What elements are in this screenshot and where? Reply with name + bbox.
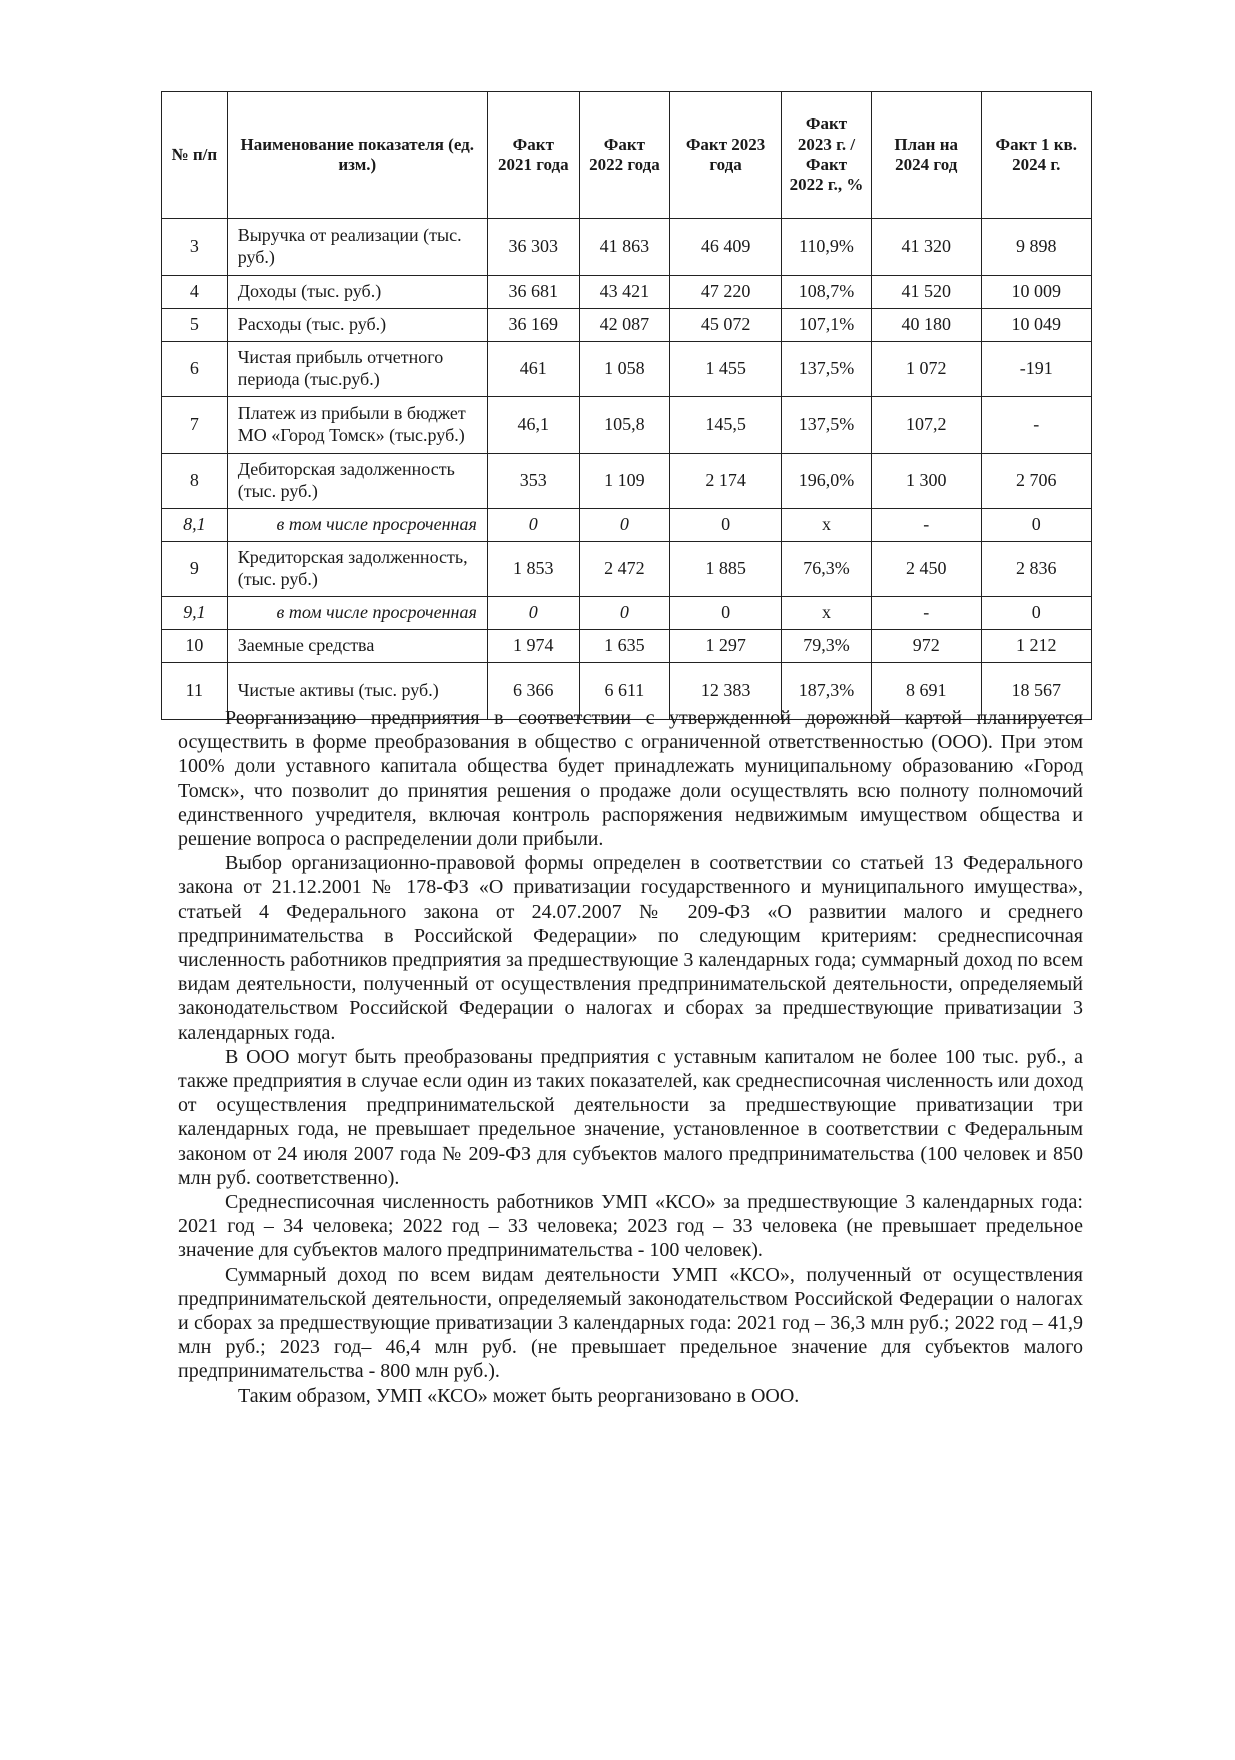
cell-ratio: 137,5%	[782, 342, 872, 397]
cell-f2022: 1 058	[579, 342, 669, 397]
cell-f2021: 1 974	[487, 630, 579, 663]
cell-ratio: 187,3%	[782, 663, 872, 720]
cell-q1: 0	[981, 597, 1091, 630]
cell-num: 3	[162, 219, 228, 276]
cell-f2021: 461	[487, 342, 579, 397]
cell-ratio: 137,5%	[782, 397, 872, 454]
cell-f2023: 12 383	[670, 663, 782, 720]
cell-plan: 41 520	[871, 276, 981, 309]
cell-name: Дебиторская задолженность (тыс. руб.)	[227, 454, 487, 509]
cell-ratio: x	[782, 597, 872, 630]
paragraph-headcount: Среднесписочная численность работников УМП «КСО» за предшествующие 3 календарных года: 2021 год – 34 человека; 2022 год – 33 человека; 2023 год – 33 человека (не превышает предельное значение для субъектов малого предпринимательства - 100 человек).	[178, 1191, 1083, 1262]
cell-f2023: 0	[670, 597, 782, 630]
cell-f2023: 1 885	[670, 542, 782, 597]
cell-name: Чистая прибыль отчетного периода (тыс.руб.)	[227, 342, 487, 397]
header-name: Наименование показателя (ед. изм.)	[227, 92, 487, 219]
table-row	[162, 309, 1092, 342]
body-text	[178, 706, 1083, 1408]
header-fact-2022: Факт 2022 года	[579, 92, 669, 219]
cell-num: 9,1	[162, 597, 228, 630]
cell-num: 10	[162, 630, 228, 663]
cell-name: в том числе просроченная	[227, 597, 487, 630]
cell-f2022: 6 611	[579, 663, 669, 720]
table-row	[162, 342, 1092, 397]
table-row-subitem	[162, 509, 1092, 542]
cell-q1: -	[981, 397, 1091, 454]
table-header-row	[162, 92, 1092, 219]
cell-num: 7	[162, 397, 228, 454]
cell-plan: 1 300	[871, 454, 981, 509]
cell-num: 11	[162, 663, 228, 720]
header-ratio: Факт 2023 г. / Факт 2022 г., %	[782, 92, 872, 219]
paragraph-criteria: В ООО могут быть преобразованы предприятия с уставным капиталом не более 100 тыс. руб., а также предприятия в случае если один из таких показателей, как среднесписочная численность или доход от осуществления предпринимательской деятельности за предшествующие приватизации три календарных года, не превышает предельное значение, установленное в соответствии с Федеральным законом от 24 июля 2007 года № 209-ФЗ для субъектов малого предпринимательства (100 человек и 850 млн руб. соответственно).	[178, 1045, 1083, 1189]
cell-num: 6	[162, 342, 228, 397]
cell-plan: 972	[871, 630, 981, 663]
cell-q1: 9 898	[981, 219, 1091, 276]
cell-name: Доходы (тыс. руб.)	[227, 276, 487, 309]
cell-ratio: 108,7%	[782, 276, 872, 309]
cell-name: Чистые активы (тыс. руб.)	[227, 663, 487, 720]
cell-f2021: 1 853	[487, 542, 579, 597]
cell-f2023: 145,5	[670, 397, 782, 454]
cell-f2021: 0	[487, 509, 579, 542]
cell-q1: -191	[981, 342, 1091, 397]
cell-ratio: 79,3%	[782, 630, 872, 663]
cell-name: Выручка от реализации (тыс. руб.)	[227, 219, 487, 276]
cell-plan: 40 180	[871, 309, 981, 342]
cell-f2021: 6 366	[487, 663, 579, 720]
cell-q1: 18 567	[981, 663, 1091, 720]
table-row	[162, 397, 1092, 454]
cell-f2022: 43 421	[579, 276, 669, 309]
paragraph-legal-form: Выбор организационно-правовой формы определен в соответствии со статьей 13 Федерального закона от 21.12.2001 № 178-ФЗ «О приватизации государственного и муниципального имущества», статьей 4 Федерального закона от 24.07.2007 № 209-ФЗ «О развитии малого и среднего предпринимательства в Российской Федерации» по следующим критериям: среднесписочная численность работников предприятия за предшествующие 3 календарных года; суммарный доход по всем видам деятельности, полученный от осуществления предпринимательской деятельности, определяемый законодательством Российской Федерации о налогах и сборах за предшествующие приватизации 3 календарных года.	[178, 852, 1083, 1044]
table-row	[162, 276, 1092, 309]
cell-f2023: 45 072	[670, 309, 782, 342]
cell-ratio: 107,1%	[782, 309, 872, 342]
cell-num: 5	[162, 309, 228, 342]
cell-num: 8	[162, 454, 228, 509]
cell-f2022: 42 087	[579, 309, 669, 342]
cell-f2022: 105,8	[579, 397, 669, 454]
cell-ratio: x	[782, 509, 872, 542]
paragraph-conclusion: Таким образом, УМП «КСО» может быть реорганизовано в ООО.	[238, 1384, 800, 1407]
cell-name: Заемные средства	[227, 630, 487, 663]
cell-q1: 2 706	[981, 454, 1091, 509]
cell-name: в том числе просроченная	[227, 509, 487, 542]
table-row	[162, 219, 1092, 276]
cell-plan: -	[871, 509, 981, 542]
paragraph-reorganization: Реорганизацию предприятия в соответствии с утвержденной дорожной картой планируется осуществить в форме преобразования в общество с ограниченной ответственностью (ООО). При этом 100% доли уставного капитала общества будет принадлежать муниципальному образованию «Город Томск», что позволит до принятия решения о продаже доли осуществлять всю полноту полномочий единственного учредителя, включая контроль распоряжения недвижимым имуществом общества и решение вопроса о распределении доли прибыли.	[178, 707, 1083, 851]
cell-f2021: 353	[487, 454, 579, 509]
cell-plan: 41 320	[871, 219, 981, 276]
cell-ratio: 110,9%	[782, 219, 872, 276]
cell-f2023: 1 455	[670, 342, 782, 397]
cell-f2022: 1 635	[579, 630, 669, 663]
cell-f2021: 36 303	[487, 219, 579, 276]
cell-f2022: 2 472	[579, 542, 669, 597]
cell-f2023: 1 297	[670, 630, 782, 663]
table-row-subitem	[162, 597, 1092, 630]
cell-plan: 107,2	[871, 397, 981, 454]
table-row	[162, 630, 1092, 663]
cell-plan: 8 691	[871, 663, 981, 720]
financial-indicators-table	[161, 91, 1092, 720]
cell-q1: 2 836	[981, 542, 1091, 597]
cell-q1: 0	[981, 509, 1091, 542]
cell-num: 9	[162, 542, 228, 597]
cell-plan: -	[871, 597, 981, 630]
header-num: № п/п	[162, 92, 228, 219]
cell-name: Платеж из прибыли в бюджет МО «Город Томск» (тыс.руб.)	[227, 397, 487, 454]
cell-f2021: 46,1	[487, 397, 579, 454]
cell-f2022: 0	[579, 597, 669, 630]
cell-name: Расходы (тыс. руб.)	[227, 309, 487, 342]
header-fact-2023: Факт 2023 года	[670, 92, 782, 219]
paragraph-income: Суммарный доход по всем видам деятельности УМП «КСО», полученный от осуществления предпринимательской деятельности, определяемый законодательством Российской Федерации о налогах и сборах за предшествующие приватизации 3 календарных года: 2021 год – 36,3 млн руб.; 2022 год – 41,9 млн руб.; 2023 год– 46,4 млн руб. (не превышает предельное значение для субъектов малого предпринимательства - 800 млн руб.).	[178, 1263, 1083, 1383]
cell-q1: 10 049	[981, 309, 1091, 342]
cell-f2021: 36 169	[487, 309, 579, 342]
cell-f2022: 41 863	[579, 219, 669, 276]
cell-q1: 10 009	[981, 276, 1091, 309]
cell-ratio: 196,0%	[782, 454, 872, 509]
table-row	[162, 542, 1092, 597]
header-fact-2021: Факт 2021 года	[487, 92, 579, 219]
cell-f2021: 0	[487, 597, 579, 630]
cell-f2022: 0	[579, 509, 669, 542]
header-q1-2024: Факт 1 кв. 2024 г.	[981, 92, 1091, 219]
cell-f2023: 0	[670, 509, 782, 542]
cell-f2023: 2 174	[670, 454, 782, 509]
header-plan-2024: План на 2024 год	[871, 92, 981, 219]
cell-num: 8,1	[162, 509, 228, 542]
cell-plan: 2 450	[871, 542, 981, 597]
cell-f2022: 1 109	[579, 454, 669, 509]
cell-num: 4	[162, 276, 228, 309]
cell-f2023: 47 220	[670, 276, 782, 309]
table-row	[162, 454, 1092, 509]
cell-name: Кредиторская задолженность, (тыс. руб.)	[227, 542, 487, 597]
cell-f2023: 46 409	[670, 219, 782, 276]
cell-ratio: 76,3%	[782, 542, 872, 597]
cell-q1: 1 212	[981, 630, 1091, 663]
cell-plan: 1 072	[871, 342, 981, 397]
cell-f2021: 36 681	[487, 276, 579, 309]
